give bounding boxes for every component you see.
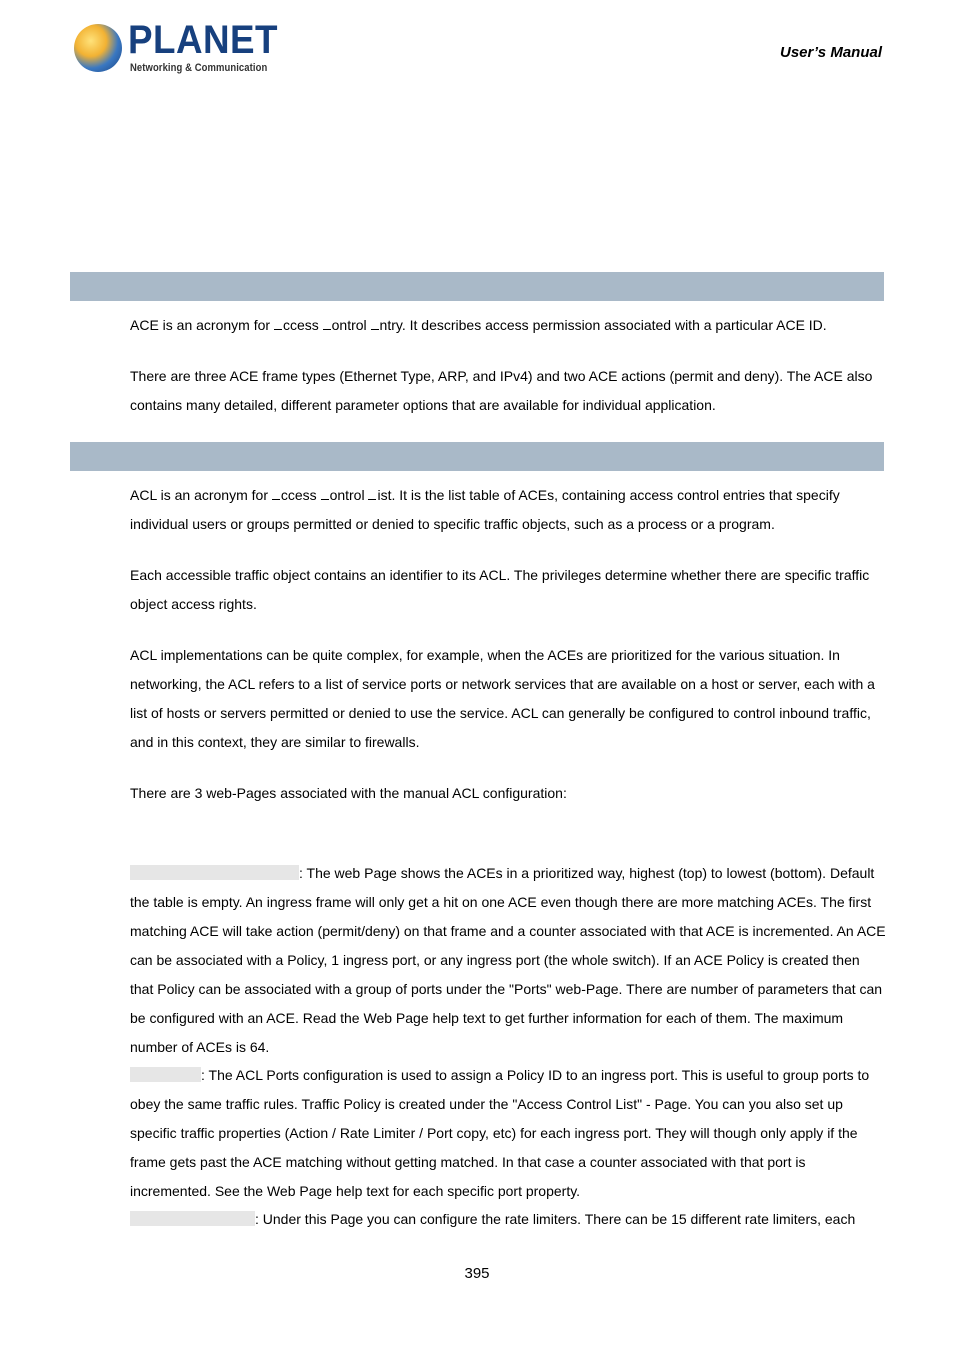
redacted-term-highlight	[130, 1211, 255, 1226]
page-number: 395	[464, 1265, 490, 1282]
missing-letter-gap	[368, 488, 376, 500]
acl-definition-paragraph: ACL is an acronym for ccess ontrol ist. It is the list table of ACEs, containing access control entries that specify individual users or groups permitted or denied to specific traffic objects, such as a process or a program.	[130, 487, 840, 532]
ace-section-heading-bar	[70, 272, 884, 301]
acl-implementation-paragraph: ACL implementations can be quite complex, for example, when the ACEs are prioritized for the various situation. In networking, the ACL refers to a list of service ports or network services that are available on a host or server, each with a list of hosts or servers permitted or denied to use the service. ACL can generally be configured to control inbound traffic, and in this context, they are similar to firewalls.	[130, 647, 875, 750]
missing-letter-gap	[371, 318, 379, 330]
missing-letter-gap	[272, 488, 280, 500]
acl-item-ports: : The ACL Ports configuration is used to assign a Policy ID to an ingress port. This is useful to group ports to obey the same traffic rules. Traffic Policy is created under the "Access Control List" - Page. You can you also set up specific traffic properties (Action / Rate Limiter / Port copy, etc) for each ingress port. They will though only apply if the frame gets past the ACE matching without getting matched. In that case a counter associated with that port is incremented. See the Web Page help text for each specific port property.	[130, 1067, 870, 1199]
missing-letter-gap	[323, 318, 331, 330]
brand-tagline: Networking & Communication	[130, 62, 268, 74]
missing-letter-gap	[321, 488, 329, 500]
globe-icon	[74, 24, 122, 72]
acl-webpages-intro: There are 3 web-Pages associated with the manual ACL configuration:	[130, 785, 567, 801]
manual-title: User’s Manual	[780, 44, 882, 61]
ace-definition-paragraph: ACE is an acronym for ccess ontrol ntry. It describes access permission associated with a particular ACE ID.	[130, 317, 827, 333]
ace-frame-types-paragraph: There are three ACE frame types (Ethernet Type, ARP, and IPv4) and two ACE actions (permit and deny). The ACE also contains many detailed, different parameter options that are available for individual application.	[130, 368, 873, 413]
missing-letter-gap	[274, 318, 282, 330]
acl-identifier-paragraph: Each accessible traffic object contains an identifier to its ACL. The privileges determine whether there are specific traffic object access rights.	[130, 567, 870, 612]
redacted-term-highlight	[130, 865, 299, 880]
acl-item-access-control-list: : The web Page shows the ACEs in a prioritized way, highest (top) to lowest (bottom). Default the table is empty. An ingress frame will only get a hit on one ACE even though there are more matching ACEs. The first matching ACE will take action (permit/deny) on that frame and a counter associated with that ACE is incremented. An ACE can be associated with a Policy, 1 ingress port, or any ingress port (the whole switch). If an ACE Policy is created then that Policy can be associated with a group of ports under the "Ports" web-Page. There are number of parameters that can be configured with an ACE. Read the Web Page help text to get further information for each of them. The maximum number of ACEs is 64.	[130, 865, 886, 1055]
brand-name: PLANET	[128, 18, 278, 62]
acl-section-heading-bar	[70, 442, 884, 471]
acl-item-rate-limiters: : Under this Page you can configure the rate limiters. There can be 15 different rate limiters, each	[130, 1205, 886, 1234]
redacted-term-highlight	[130, 1067, 201, 1082]
planet-logo	[72, 18, 278, 78]
